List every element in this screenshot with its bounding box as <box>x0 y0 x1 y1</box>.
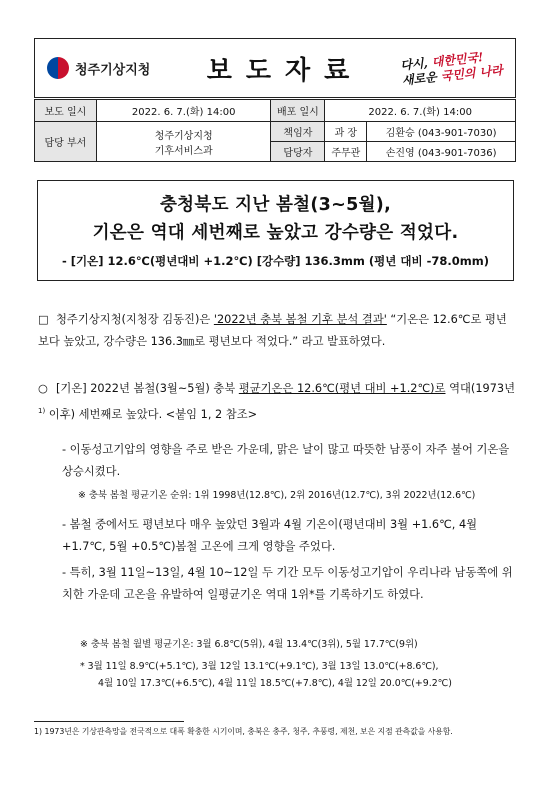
taegeuk-logo-icon <box>47 57 69 79</box>
agency-name: 청주기상지청 <box>75 62 151 78</box>
press-release-header <box>34 38 516 98</box>
staff-title: 주무관 <box>325 142 367 162</box>
daily-record-line: * 3월 11일 8.9℃(+5.1℃), 3월 12일 13.1℃(+9.1℃), 3월 13일 13.0℃(+8.6℃), <box>80 661 439 672</box>
responsible-contact: 김환승 (043-901-7030) <box>367 122 516 142</box>
slogan-part: 새로운 <box>401 69 442 88</box>
slogan-part: 다시, <box>399 55 433 73</box>
government-slogan <box>392 33 517 103</box>
department-line: 기후서비스과 <box>154 145 213 157</box>
staff-label: 담당자 <box>271 142 325 162</box>
report-date: 2022. 6. 7.(화) 14:00 <box>96 100 271 122</box>
department <box>96 122 271 162</box>
slogan-part: 국민의 나라 <box>440 63 504 84</box>
distribution-date: 2022. 6. 7.(화) 14:00 <box>325 100 516 122</box>
daily-record-line: 4월 10일 17.3℃(+6.5℃), 4월 11일 18.5℃(+7.8℃), 4월 12일 20.0℃(+9.2℃) <box>98 678 452 689</box>
dash-item: - 이동성고기압의 영향을 주로 받은 가운데, 맑은 날이 많고 따뜻한 남풍이 자주 불어 기온을 상승시켰다. <box>62 443 510 478</box>
square-bullet-icon: □ <box>38 313 49 326</box>
release-info-table <box>34 99 516 162</box>
slogan-part: 대한민국! <box>431 50 484 70</box>
report-title-underlined: '2022년 충북 봄철 기후 분석 결과' <box>213 313 387 326</box>
headline-line: 기온은 역대 세번째로 높았고 강수량은 적었다. <box>92 223 459 243</box>
agency-logo <box>35 39 165 97</box>
lead-text: 청주기상지청(지청장 김동진)은 <box>56 313 214 326</box>
footnote-ref: 1) <box>38 407 46 415</box>
responsible-label: 책임자 <box>271 122 325 142</box>
ranking-note: ※ 충북 봄철 평균기온 순위: 1위 1998년(12.8℃), 2위 2016년(12.7℃), 3위 2022년(12.6℃) <box>78 490 476 501</box>
report-date-label: 보도 일시 <box>35 100 97 122</box>
temperature-paragraph <box>38 378 516 426</box>
staff-contact: 손진영 (043-901-7036) <box>367 142 516 162</box>
headline-box <box>37 180 514 281</box>
dash-item: - 특히, 3월 11일~13일, 4월 10~12일 두 기간 모두 이동성고기압이 우리나라 남동쪽에 위치한 가운데 고온을 유발하여 일평균기온 역대 1위*를 기록하기도 하였다. <box>62 566 513 601</box>
paragraph-text: 역대(1973년 <box>445 382 515 395</box>
headline-line: 충청북도 지난 봄철(3~5월), <box>159 195 392 215</box>
daily-record-note <box>80 658 516 692</box>
headline-summary: - [기온] 12.6℃(평년대비 +1.2℃) [강수량] 136.3mm (평년 대비 -78.0mm) <box>62 254 489 268</box>
circle-bullet-icon: ○ <box>38 382 48 395</box>
department-line: 청주기상지청 <box>154 130 213 142</box>
lead-paragraph <box>38 309 516 353</box>
paragraph-text: 이후) 세번째로 높았다. <붙임 1, 2 참조> <box>45 407 258 421</box>
avg-temperature-underlined: 평균기온은 12.6℃(평년 대비 +1.2℃)로 <box>238 382 446 395</box>
responsible-title: 과 장 <box>325 122 367 142</box>
paragraph-text: [기온] 2022년 봄철(3월~5월) 충북 <box>56 382 239 395</box>
monthly-temperature-note: ※ 충북 봄철 월별 평균기온: 3월 6.8℃(5위), 4월 13.4℃(3위), 5월 17.7℃(9위) <box>80 639 418 650</box>
distribution-date-label: 배포 일시 <box>271 100 325 122</box>
department-label: 담당 부서 <box>35 122 97 162</box>
footnote-divider <box>34 721 184 722</box>
lead-text: “기온은 12.6℃로 평년보다 높았고, 강수량은 136.3㎜로 평년보다 적었다.” 라고 발표하였다. <box>38 313 507 348</box>
document-title: 보도자료 <box>206 55 364 86</box>
dash-item: - 봄철 중에서도 평년보다 매우 높았던 3월과 4월 기온이(평년대비 3월 +1.6℃, 4월 +1.7℃, 5월 +0.5℃)봄철 고온에 크게 영향을 주었다. <box>62 518 478 553</box>
footnote: 1) 1973년은 기상관측망을 전국적으로 대폭 확충한 시기이며, 충북은 충주, 청주, 추풍령, 제천, 보은 지점 관측값을 사용함. <box>34 727 453 736</box>
